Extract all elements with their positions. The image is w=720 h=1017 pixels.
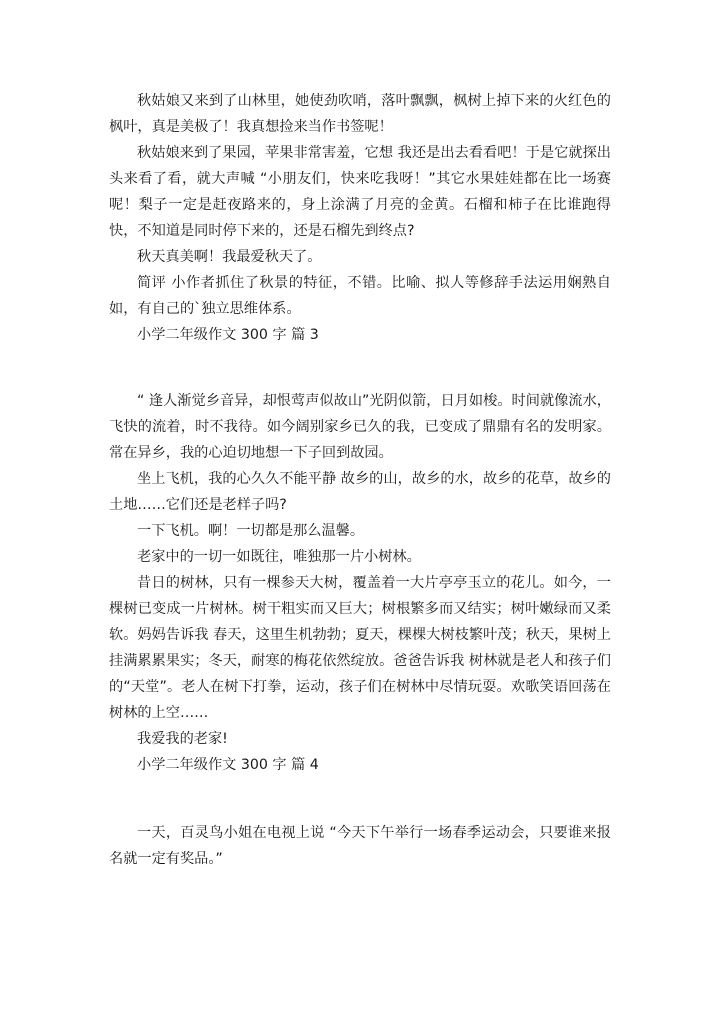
paragraph: 昔日的树林，只有一棵参天大树，覆盖着一大片亭亭玉立的花儿。如今，一棵树已变成一片树林。树干粗实而又巨大；树根繁多而又结实；树叶嫩绿而又柔软。妈妈告诉我 春天，这里生机勃勃；夏天，棵棵大树枝繁叶茂；秋天，果树上挂满累累果实；冬天，耐寒的梅花依然绽放。爸爸告诉我 树林就是老人和孩子们的“天堂”。老人在树下打拳，运动，孩子们在树林中尽情玩耍。欢歌笑语回荡在树林的上空…… xyxy=(109,575,611,721)
section-heading: 小学二年级作文 300 字 篇 3 xyxy=(137,327,319,343)
paragraph: “ 逢人渐觉乡音异，却恨莺声似故山”光阴似箭，日月如梭。时间就像流水，飞快的流着，时不我待。如今阔别家乡已久的我，已变成了鼎鼎有名的发明家。常在异乡，我的心迫切地想一下子回到故园。 xyxy=(109,393,611,461)
paragraph: 简评 小作者抓住了秋景的特征，不错。比喻、拟人等修辞手法运用娴熟自如，有自己的`独立思维体系。 xyxy=(109,275,611,317)
section-spacer xyxy=(109,778,611,820)
paragraph: 一天，百灵鸟小姐在电视上说 “今天下午举行一场春季运动会，只要谁来报名就一定有奖品。” xyxy=(109,825,611,867)
paragraph: 秋天真美啊！我最爱秋天了。 xyxy=(137,249,322,265)
paragraph: 老家中的一切一如既往，唯独那一片小树林。 xyxy=(137,549,421,565)
document-page xyxy=(109,88,611,872)
paragraph: 一下飞机。啊！一切都是那么温馨。 xyxy=(137,523,365,539)
paragraph: 秋姑娘又来到了山林里，她使劲吹哨，落叶飘飘，枫树上掉下来的火红色的枫叶，真是美极了！我真想捡来当作书签呢！ xyxy=(109,93,611,135)
section-spacer xyxy=(109,348,611,388)
paragraph: 秋姑娘来到了果园，苹果非常害羞，它想 我还是出去看看吧！于是它就探出头来看了看，就大声喊 “小朋友们，快来吃我呀！”其它水果娃娃都在比一场赛呢！梨子一定是赶夜路来的，身上涂满了月亮的金黄。石榴和柿子在比谁跑得快，不知道是同时停下来的，还是石榴先到终点? xyxy=(109,145,611,239)
section-heading: 小学二年级作文 300 字 篇 4 xyxy=(137,757,319,773)
paragraph: 坐上飞机，我的心久久不能平静 故乡的山，故乡的水，故乡的花草，故乡的土地……它们还是老样子吗? xyxy=(109,471,611,513)
paragraph: 我爱我的老家! xyxy=(137,731,228,747)
